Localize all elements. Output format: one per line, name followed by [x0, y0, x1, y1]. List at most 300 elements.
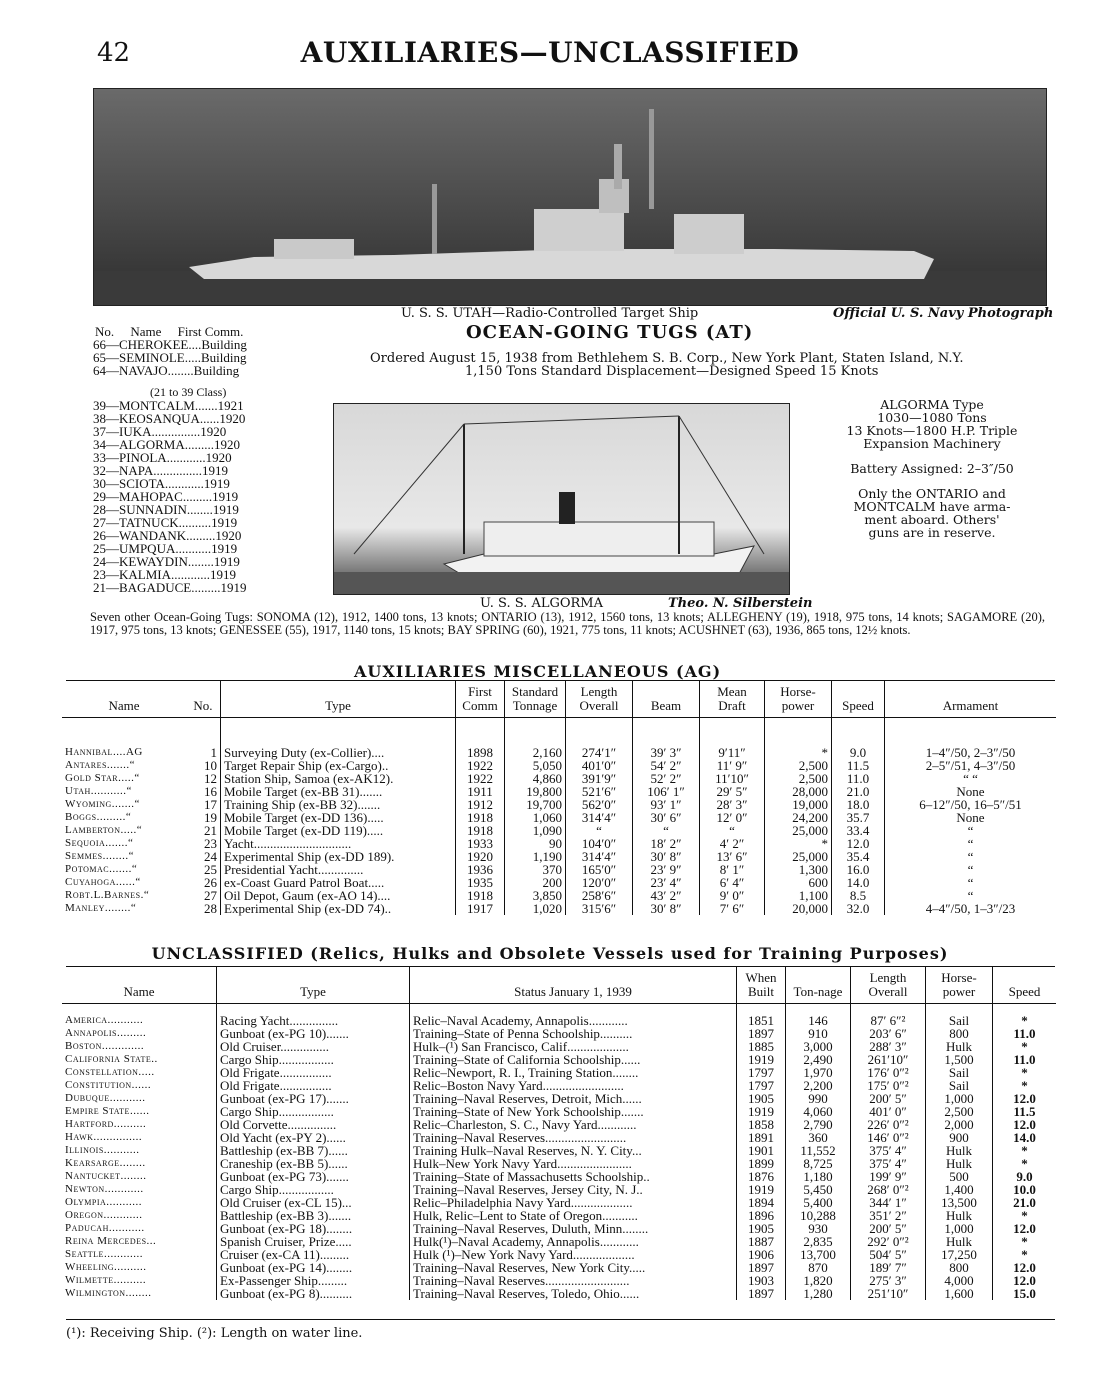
unc-cell: 2,490: [786, 1053, 851, 1066]
tug-class-item: 37—IUKA...............1920: [93, 424, 227, 439]
ag-cell: “: [885, 824, 1057, 837]
ag-cell: 9′ 0″: [700, 889, 765, 902]
unc-cell: 1906: [737, 1248, 786, 1261]
ag-cell: “: [885, 876, 1057, 889]
unc-cell: Spanish Cruiser, Prize.....: [217, 1235, 410, 1248]
ag-cell: 21: [204, 823, 217, 838]
ag-cell: 18′ 2″: [633, 837, 700, 850]
unc-cell: 1858: [737, 1118, 786, 1131]
unc-cell: 2,000: [926, 1118, 993, 1131]
tug-class-item: 38—KEOSANQUA......1920: [93, 411, 246, 426]
ag-col-beam: Beam: [633, 681, 700, 718]
unc-cell: 1919: [737, 1105, 786, 1118]
algorma-caption: U. S. S. ALGORMA: [480, 596, 603, 611]
algorma-note-4: guns are in reserve.: [868, 525, 996, 540]
unc-cell: 11.5: [993, 1105, 1057, 1118]
unc-cell: 800: [926, 1027, 993, 1040]
unc-cell: 2,200: [786, 1079, 851, 1092]
ag-cell: 5,050: [505, 759, 566, 772]
unc-cell: 351′ 2″: [851, 1209, 926, 1222]
unc-cell: Training–State of New York Schoolship.......: [410, 1105, 737, 1118]
unc-cell: *: [993, 1040, 1057, 1053]
unc-cell: Relic–Charleston, S. C., Navy Yard............: [410, 1118, 737, 1131]
ag-cell: 30′ 8″: [633, 850, 700, 863]
unc-cell: Gunboat (ex-PG 8)..........: [217, 1287, 410, 1300]
tug-building-item: 64—NAVAJO........Building: [93, 363, 240, 378]
unc-cell: Empire State......: [65, 1105, 150, 1117]
ag-cell: 1–4″/50, 2–3″/50: [885, 718, 1057, 760]
ag-cell: Sequoia.......“: [65, 837, 134, 849]
ag-cell: 1922: [456, 772, 505, 785]
unc-cell: 2,500: [926, 1105, 993, 1118]
ag-cell: “: [633, 824, 700, 837]
ag-cell: 1918: [456, 811, 505, 824]
unc-cell: 900: [926, 1131, 993, 1144]
unc-cell: Gunboat (ex-PG 17).......: [217, 1092, 410, 1105]
ag-cell: Presidential Yacht..............: [221, 863, 456, 876]
unc-cell: 176′ 0″²: [851, 1066, 926, 1079]
algorma-photo: [333, 403, 790, 595]
unc-cell: 14.0: [993, 1131, 1057, 1144]
unc-cell: 1,970: [786, 1066, 851, 1079]
ag-cell: Lamberton.....“: [65, 824, 143, 836]
unc-cell: 12.0: [993, 1092, 1057, 1105]
unc-cell: 11.0: [993, 1027, 1057, 1040]
ag-cell: 314′4″: [566, 850, 633, 863]
ag-cell: 43′ 2″: [633, 889, 700, 902]
unc-cell: Gunboat (ex-PG 14)........: [217, 1261, 410, 1274]
ag-cell: 1,020: [505, 902, 566, 915]
unc-cell: 990: [786, 1092, 851, 1105]
unc-cell: 1797: [737, 1066, 786, 1079]
unc-cell: 1876: [737, 1170, 786, 1183]
unc-cell: Training–State of Penna Schoolship..........: [410, 1027, 737, 1040]
unc-cell: 1905: [737, 1092, 786, 1105]
unc-cell: Craneship (ex-BB 5)......: [217, 1157, 410, 1170]
unc-cell: 199′ 9″: [851, 1170, 926, 1183]
ag-cell: 28′ 3″: [700, 798, 765, 811]
ag-cell: 23′ 4″: [633, 876, 700, 889]
ag-cell: Gold Star.....“: [65, 772, 140, 784]
unc-cell: 9.0: [993, 1170, 1057, 1183]
utah-credit: Official U. S. Navy Photograph: [833, 306, 1054, 321]
tug-building-item: 65—SEMINOLE.....Building: [93, 350, 247, 365]
unc-cell: 200′ 5″: [851, 1222, 926, 1235]
ag-cell: 9.0: [832, 718, 885, 760]
tug-class-item: 26—WANDANK.........1920: [93, 528, 242, 543]
tugs-ordered: Ordered August 15, 1938 from Bethlehem S. B. Corp., New York Plant, Staten Island, N.Y.: [370, 351, 964, 366]
ag-cell: Boggs.........“: [65, 811, 132, 823]
ag-cell: 1911: [456, 785, 505, 798]
unc-cell: 12.0: [993, 1222, 1057, 1235]
ag-cell: *: [765, 837, 832, 850]
unc-cell: 200′ 5″: [851, 1092, 926, 1105]
ag-cell: 6′ 4″: [700, 876, 765, 889]
ag-cell: 11.0: [832, 772, 885, 785]
unc-cell: 12.0: [993, 1261, 1057, 1274]
unc-cell: Relic–Naval Academy, Annapolis............: [410, 1004, 737, 1028]
algorma-note-3: ment aboard. Others': [864, 512, 1000, 527]
unc-cell: 275′ 3″: [851, 1274, 926, 1287]
ag-cell: Hannibal....AG: [65, 746, 143, 758]
ag-cell: 19: [204, 810, 217, 825]
unc-col-type: Type: [217, 967, 410, 1004]
unc-cell: *: [993, 1209, 1057, 1222]
unc-cell: Old Frigate................: [217, 1079, 410, 1092]
tug-class-item: 33—PINOLA............1920: [93, 450, 232, 465]
unc-cell: 1919: [737, 1183, 786, 1196]
unc-cell: 251′10″: [851, 1287, 926, 1300]
unc-cell: Dubuque...........: [65, 1092, 146, 1104]
ag-cell: Station Ship, Samoa (ex-AK12).: [221, 772, 456, 785]
unc-cell: 800: [926, 1261, 993, 1274]
ag-cell: Experimental Ship (ex-DD 74)..: [221, 902, 456, 915]
unc-cell: Cargo Ship.................: [217, 1105, 410, 1118]
unc-cell: 1899: [737, 1157, 786, 1170]
unc-cell: 1897: [737, 1287, 786, 1300]
ag-cell: 30′ 6″: [633, 811, 700, 824]
unc-cell: 1,500: [926, 1053, 993, 1066]
unc-cell: Relic–Philadelphia Navy Yard...................: [410, 1196, 737, 1209]
unc-cell: Hulk(¹)–Naval Academy, Annapolis............: [410, 1235, 737, 1248]
unc-cell: 13,700: [786, 1248, 851, 1261]
ag-cell: 8′ 1″: [700, 863, 765, 876]
unc-cell: 5,400: [786, 1196, 851, 1209]
unc-row: [62, 1004, 1056, 1028]
ag-cell: Mobile Target (ex-BB 31).......: [221, 785, 456, 798]
unc-cell: Olympia...........: [65, 1196, 143, 1208]
ag-cell: None: [885, 785, 1057, 798]
ag-cell: 26: [204, 875, 217, 890]
ag-cell: 12.0: [832, 837, 885, 850]
ag-row: [62, 718, 1056, 760]
unc-cell: Gunboat (ex-PG 10).......: [217, 1027, 410, 1040]
ag-cell: 200: [505, 876, 566, 889]
utah-caption: U. S. S. UTAH—Radio-Controlled Target Ship: [401, 306, 699, 321]
ag-cell: 600: [765, 876, 832, 889]
ag-cell: 1,100: [765, 889, 832, 902]
algorma-credit: Theo. N. Silberstein: [668, 596, 813, 611]
unc-cell: Training–Naval Reserves, Duluth, Minn........: [410, 1222, 737, 1235]
other-tugs-paragraph: Seven other Ocean-Going Tugs: SONOMA (12), 1912, 1400 tons, 13 knots; ONTARIO (13), 1912, 1560 tons, 13 knots; ALLEGHENY (19), 1918, 975 tons, 14 knots; SAGAMORE (20), 1917, 975 tons, 13 knots; GENESSEE (55), 1917, 1140 tons, 15 knots; BAY SPRING (60), 1921, 775 tons, 11 knots; ACUSHNET (63), 1936, 865 tons, 12½ knots.: [90, 610, 1045, 637]
unc-cell: Training–Naval Reserves..........................: [410, 1274, 737, 1287]
ag-cell: 370: [505, 863, 566, 876]
ag-cell: Antares.......“: [65, 759, 136, 771]
unc-cell: Hulk–(¹) San Francisco, Calif...................: [410, 1040, 737, 1053]
ag-cell: 1,190: [505, 850, 566, 863]
unc-cell: *: [993, 1066, 1057, 1079]
tug-class-item: 34—ALGORMA.........1920: [93, 437, 240, 452]
unc-cell: 375′ 4″: [851, 1144, 926, 1157]
unc-cell: 1894: [737, 1196, 786, 1209]
unc-cell: Hulk: [926, 1235, 993, 1248]
ag-cell: Utah...........“: [65, 785, 132, 797]
ag-cell: 2–5″/51, 4–3″/50: [885, 759, 1057, 772]
ag-cell: 28,000: [765, 785, 832, 798]
unc-cell: Hulk: [926, 1209, 993, 1222]
unc-cell: 2,835: [786, 1235, 851, 1248]
ag-cell: 9′11″: [700, 718, 765, 760]
unc-cell: 11,552: [786, 1144, 851, 1157]
ag-cell: Cuyahoga......“: [65, 876, 141, 888]
ag-col-name: Name: [108, 698, 140, 713]
utah-ship-silhouette: [94, 89, 1046, 305]
ag-cell: 13′ 6″: [700, 850, 765, 863]
ag-cell: 12′ 0″: [700, 811, 765, 824]
unc-cell: 175′ 0″²: [851, 1079, 926, 1092]
tug-class-item: 27—TATNUCK..........1919: [93, 515, 238, 530]
ag-cell: 32.0: [832, 902, 885, 915]
unc-cell: Nantucket........: [65, 1170, 147, 1182]
unc-cell: Hulk (¹)–New York Navy Yard...................: [410, 1248, 737, 1261]
unc-cell: 1919: [737, 1053, 786, 1066]
page-number: 42: [97, 38, 131, 68]
ag-cell: Mobile Target (ex-DD 119).....: [221, 824, 456, 837]
unc-cell: 1,000: [926, 1222, 993, 1235]
unc-cell: Training–Naval Reserves.........................: [410, 1131, 737, 1144]
tugs-building-list: [93, 338, 247, 377]
ag-cell: 30′ 8″: [633, 902, 700, 915]
unc-cell: 1891: [737, 1131, 786, 1144]
unc-cell: 2,790: [786, 1118, 851, 1131]
ag-cell: 54′ 2″: [633, 759, 700, 772]
tug-class-item: 29—MAHOPAC.........1919: [93, 489, 239, 504]
unc-cell: 1,600: [926, 1287, 993, 1300]
unc-cell: Old Frigate................: [217, 1066, 410, 1079]
unc-col-tonnage: Ton-nage: [786, 967, 851, 1004]
ag-cell: 24: [204, 849, 217, 864]
ag-cell: 29′ 5″: [700, 785, 765, 798]
unc-cell: Hulk: [926, 1040, 993, 1053]
algorma-type-block: [812, 398, 1052, 539]
unc-col-length: Length Overall: [851, 967, 926, 1004]
ag-cell: 16: [204, 784, 217, 799]
unc-cell: 292′ 0″²: [851, 1235, 926, 1248]
unc-cell: 1903: [737, 1274, 786, 1287]
ag-cell: 258′6″: [566, 889, 633, 902]
tug-class-item: 39—MONTCALM.......1921: [93, 398, 244, 413]
ag-cell: Oil Depot, Gaum (ex-AO 14)....: [221, 889, 456, 902]
unc-header-row: [62, 967, 1056, 1004]
ag-cell: 33.4: [832, 824, 885, 837]
ag-cell: 315′6″: [566, 902, 633, 915]
unc-cell: 870: [786, 1261, 851, 1274]
ag-cell: “: [885, 889, 1057, 902]
unc-cell: 268′ 0″²: [851, 1183, 926, 1196]
unc-cell: 1851: [737, 1004, 786, 1028]
ag-cell: 1,090: [505, 824, 566, 837]
unc-cell: 375′ 4″: [851, 1157, 926, 1170]
unc-cell: Training–Naval Reserves, Jersey City, N. J..: [410, 1183, 737, 1196]
ag-cell: 11′10″: [700, 772, 765, 785]
ag-col-speed: Speed: [832, 681, 885, 718]
unc-cell: Relic–Newport, R. I., Training Station........: [410, 1066, 737, 1079]
unc-cell: 203′ 6″: [851, 1027, 926, 1040]
tug-class-item: 23—KALMIA............1919: [93, 567, 236, 582]
ag-cell: 2,160: [505, 718, 566, 760]
unc-cell: 1,400: [926, 1183, 993, 1196]
algorma-machinery: Expansion Machinery: [863, 436, 1001, 451]
tug-building-item: 66—CHEROKEE....Building: [93, 337, 247, 352]
ag-cell: 1: [210, 745, 217, 760]
ag-cell: “: [566, 824, 633, 837]
unc-cell: 1,180: [786, 1170, 851, 1183]
ag-cell: 23: [204, 836, 217, 851]
unc-cell: Wheeling..........: [65, 1261, 147, 1273]
unc-cell: 4,000: [926, 1274, 993, 1287]
unc-cell: Reina Mercedes...: [65, 1235, 157, 1247]
ag-cell: 1917: [456, 902, 505, 915]
ag-col-hp: Horse-power: [765, 681, 832, 718]
ag-cell: 24,200: [765, 811, 832, 824]
unc-col-status: Status January 1, 1939: [410, 967, 737, 1004]
unc-cell: 8,725: [786, 1157, 851, 1170]
unc-cell: 261′10″: [851, 1053, 926, 1066]
unc-cell: Training–State of California Schoolship......: [410, 1053, 737, 1066]
ag-cell: 120′0″: [566, 876, 633, 889]
unc-cell: 4,060: [786, 1105, 851, 1118]
unc-cell: *: [993, 1079, 1057, 1092]
tug-class-item: 25—UMPQUA...........1919: [93, 541, 238, 556]
ag-table: [62, 681, 1056, 915]
ag-cell: 1920: [456, 850, 505, 863]
unc-col-hp: Horse-power: [926, 967, 993, 1004]
unc-cell: Hulk: [926, 1157, 993, 1170]
ag-cell: 1898: [456, 718, 505, 760]
unc-cell: 5,450: [786, 1183, 851, 1196]
ag-cell: 4–4″/50, 1–3″/23: [885, 902, 1057, 915]
unc-cell: *: [993, 1157, 1057, 1170]
unc-cell: 12.0: [993, 1274, 1057, 1287]
unc-cell: 500: [926, 1170, 993, 1183]
unc-cell: *: [993, 1144, 1057, 1157]
unc-bottom-rule: [66, 1319, 1055, 1320]
unc-cell: 1797: [737, 1079, 786, 1092]
unc-cell: 910: [786, 1027, 851, 1040]
ag-col-length: Length Overall: [566, 681, 633, 718]
ag-cell: Wyoming.......“: [65, 798, 140, 810]
ag-cell: 25,000: [765, 850, 832, 863]
ag-cell: 165′0″: [566, 863, 633, 876]
unc-table: [62, 967, 1056, 1300]
ag-cell: 6–12″/50, 16–5″/51: [885, 798, 1057, 811]
ag-cell: 8.5: [832, 889, 885, 902]
ag-col-first-comm: First Comm: [456, 681, 505, 718]
unc-heading: UNCLASSIFIED (Relics, Hulks and Obsolete Vessels used for Training Purposes): [151, 944, 949, 963]
unc-cell: 1897: [737, 1027, 786, 1040]
unc-cell: 401′ 0″: [851, 1105, 926, 1118]
ag-cell: None: [885, 811, 1057, 824]
ag-cell: 4,860: [505, 772, 566, 785]
tugs-displacement: 1,150 Tons Standard Displacement—Designed Speed 15 Knots: [465, 364, 879, 379]
unc-cell: America...........: [65, 1014, 144, 1026]
ag-cell: Experimental Ship (ex-DD 189).: [221, 850, 456, 863]
unc-cell: 146′ 0″²: [851, 1131, 926, 1144]
ag-cell: 1,300: [765, 863, 832, 876]
unc-cell: 10,288: [786, 1209, 851, 1222]
unc-cell: 146: [786, 1004, 851, 1028]
unc-cell: 1905: [737, 1222, 786, 1235]
ag-cell: 14.0: [832, 876, 885, 889]
tug-class-item: 30—SCIOTA............1919: [93, 476, 230, 491]
ag-cell: 11′ 9″: [700, 759, 765, 772]
unc-cell: Battleship (ex-BB 3).......: [217, 1209, 410, 1222]
unc-cell: Kearsarge........: [65, 1157, 146, 1169]
unc-cell: Oregon............: [65, 1209, 143, 1221]
unc-cell: Racing Yacht...............: [217, 1004, 410, 1028]
unc-cell: Hulk–New York Navy Yard.......................: [410, 1157, 737, 1170]
ag-col-type: Type: [221, 681, 456, 718]
unc-cell: Sail: [926, 1066, 993, 1079]
ag-cell: 391′9″: [566, 772, 633, 785]
unc-cell: 3,000: [786, 1040, 851, 1053]
algorma-battery: Battery Assigned: 2–3″/50: [850, 461, 1014, 476]
unc-col-built: When Built: [737, 967, 786, 1004]
unc-cell: 360: [786, 1131, 851, 1144]
unc-cell: 1,000: [926, 1092, 993, 1105]
ag-cell: Potomac.......“: [65, 863, 138, 875]
unc-cell: California State..: [65, 1053, 158, 1065]
ag-cell: 11.5: [832, 759, 885, 772]
tugs-class-list: [93, 399, 246, 594]
unc-cell: Constitution......: [65, 1079, 152, 1091]
algorma-note-1: Only the ONTARIO and: [858, 486, 1006, 501]
unc-cell: Hulk: [926, 1144, 993, 1157]
ag-cell: “: [885, 863, 1057, 876]
ag-cell: 4′ 2″: [700, 837, 765, 850]
ag-cell: 10: [204, 758, 217, 773]
unc-cell: Cruiser (ex-CA 11).........: [217, 1248, 410, 1261]
unc-cell: Cargo Ship.................: [217, 1183, 410, 1196]
unc-cell: Training Hulk–Naval Reserves, N. Y. City...: [410, 1144, 737, 1157]
ag-col-tonnage: Standard Tonnage: [505, 681, 566, 718]
ag-col-no: No.: [193, 698, 213, 713]
ag-cell: ex-Coast Guard Patrol Boat.....: [221, 876, 456, 889]
unc-cell: Newton............: [65, 1183, 144, 1195]
unc-cell: *: [993, 1235, 1057, 1248]
ag-cell: 19,000: [765, 798, 832, 811]
tugs-heading: OCEAN-GOING TUGS (AT): [466, 322, 754, 343]
ag-cell: 106′ 1″: [633, 785, 700, 798]
unc-cell: Relic–Boston Navy Yard.........................: [410, 1079, 737, 1092]
tug-class-item: 21—BAGADUCE.........1919: [93, 580, 247, 595]
ag-cell: 1918: [456, 824, 505, 837]
unc-cell: Sail: [926, 1004, 993, 1028]
unc-cell: 10.0: [993, 1183, 1057, 1196]
unc-cell: 1887: [737, 1235, 786, 1248]
ag-cell: 25,000: [765, 824, 832, 837]
ag-cell: 25: [204, 862, 217, 877]
ag-cell: Robt.L.Barnes.“: [65, 889, 150, 901]
unc-cell: Illinois...........: [65, 1144, 140, 1156]
ag-cell: Manley........“: [65, 902, 137, 914]
ag-cell: Surveying Duty (ex-Collier)....: [221, 718, 456, 760]
unc-cell: Hawk...............: [65, 1131, 143, 1143]
ag-cell: Mobile Target (ex-DD 136).....: [221, 811, 456, 824]
ag-cell: 20,000: [765, 902, 832, 915]
ag-cell: “: [885, 837, 1057, 850]
ag-cell: 1,060: [505, 811, 566, 824]
unc-cell: 930: [786, 1222, 851, 1235]
unc-cell: 13,500: [926, 1196, 993, 1209]
unc-cell: 1897: [737, 1261, 786, 1274]
unc-cell: 21.0: [993, 1196, 1057, 1209]
unc-cell: Hartford..........: [65, 1118, 147, 1130]
unc-row: [62, 1287, 1056, 1300]
unc-cell: 1885: [737, 1040, 786, 1053]
unc-cell: Boston.............: [65, 1040, 145, 1052]
ag-cell: Training Ship (ex-BB 32).......: [221, 798, 456, 811]
